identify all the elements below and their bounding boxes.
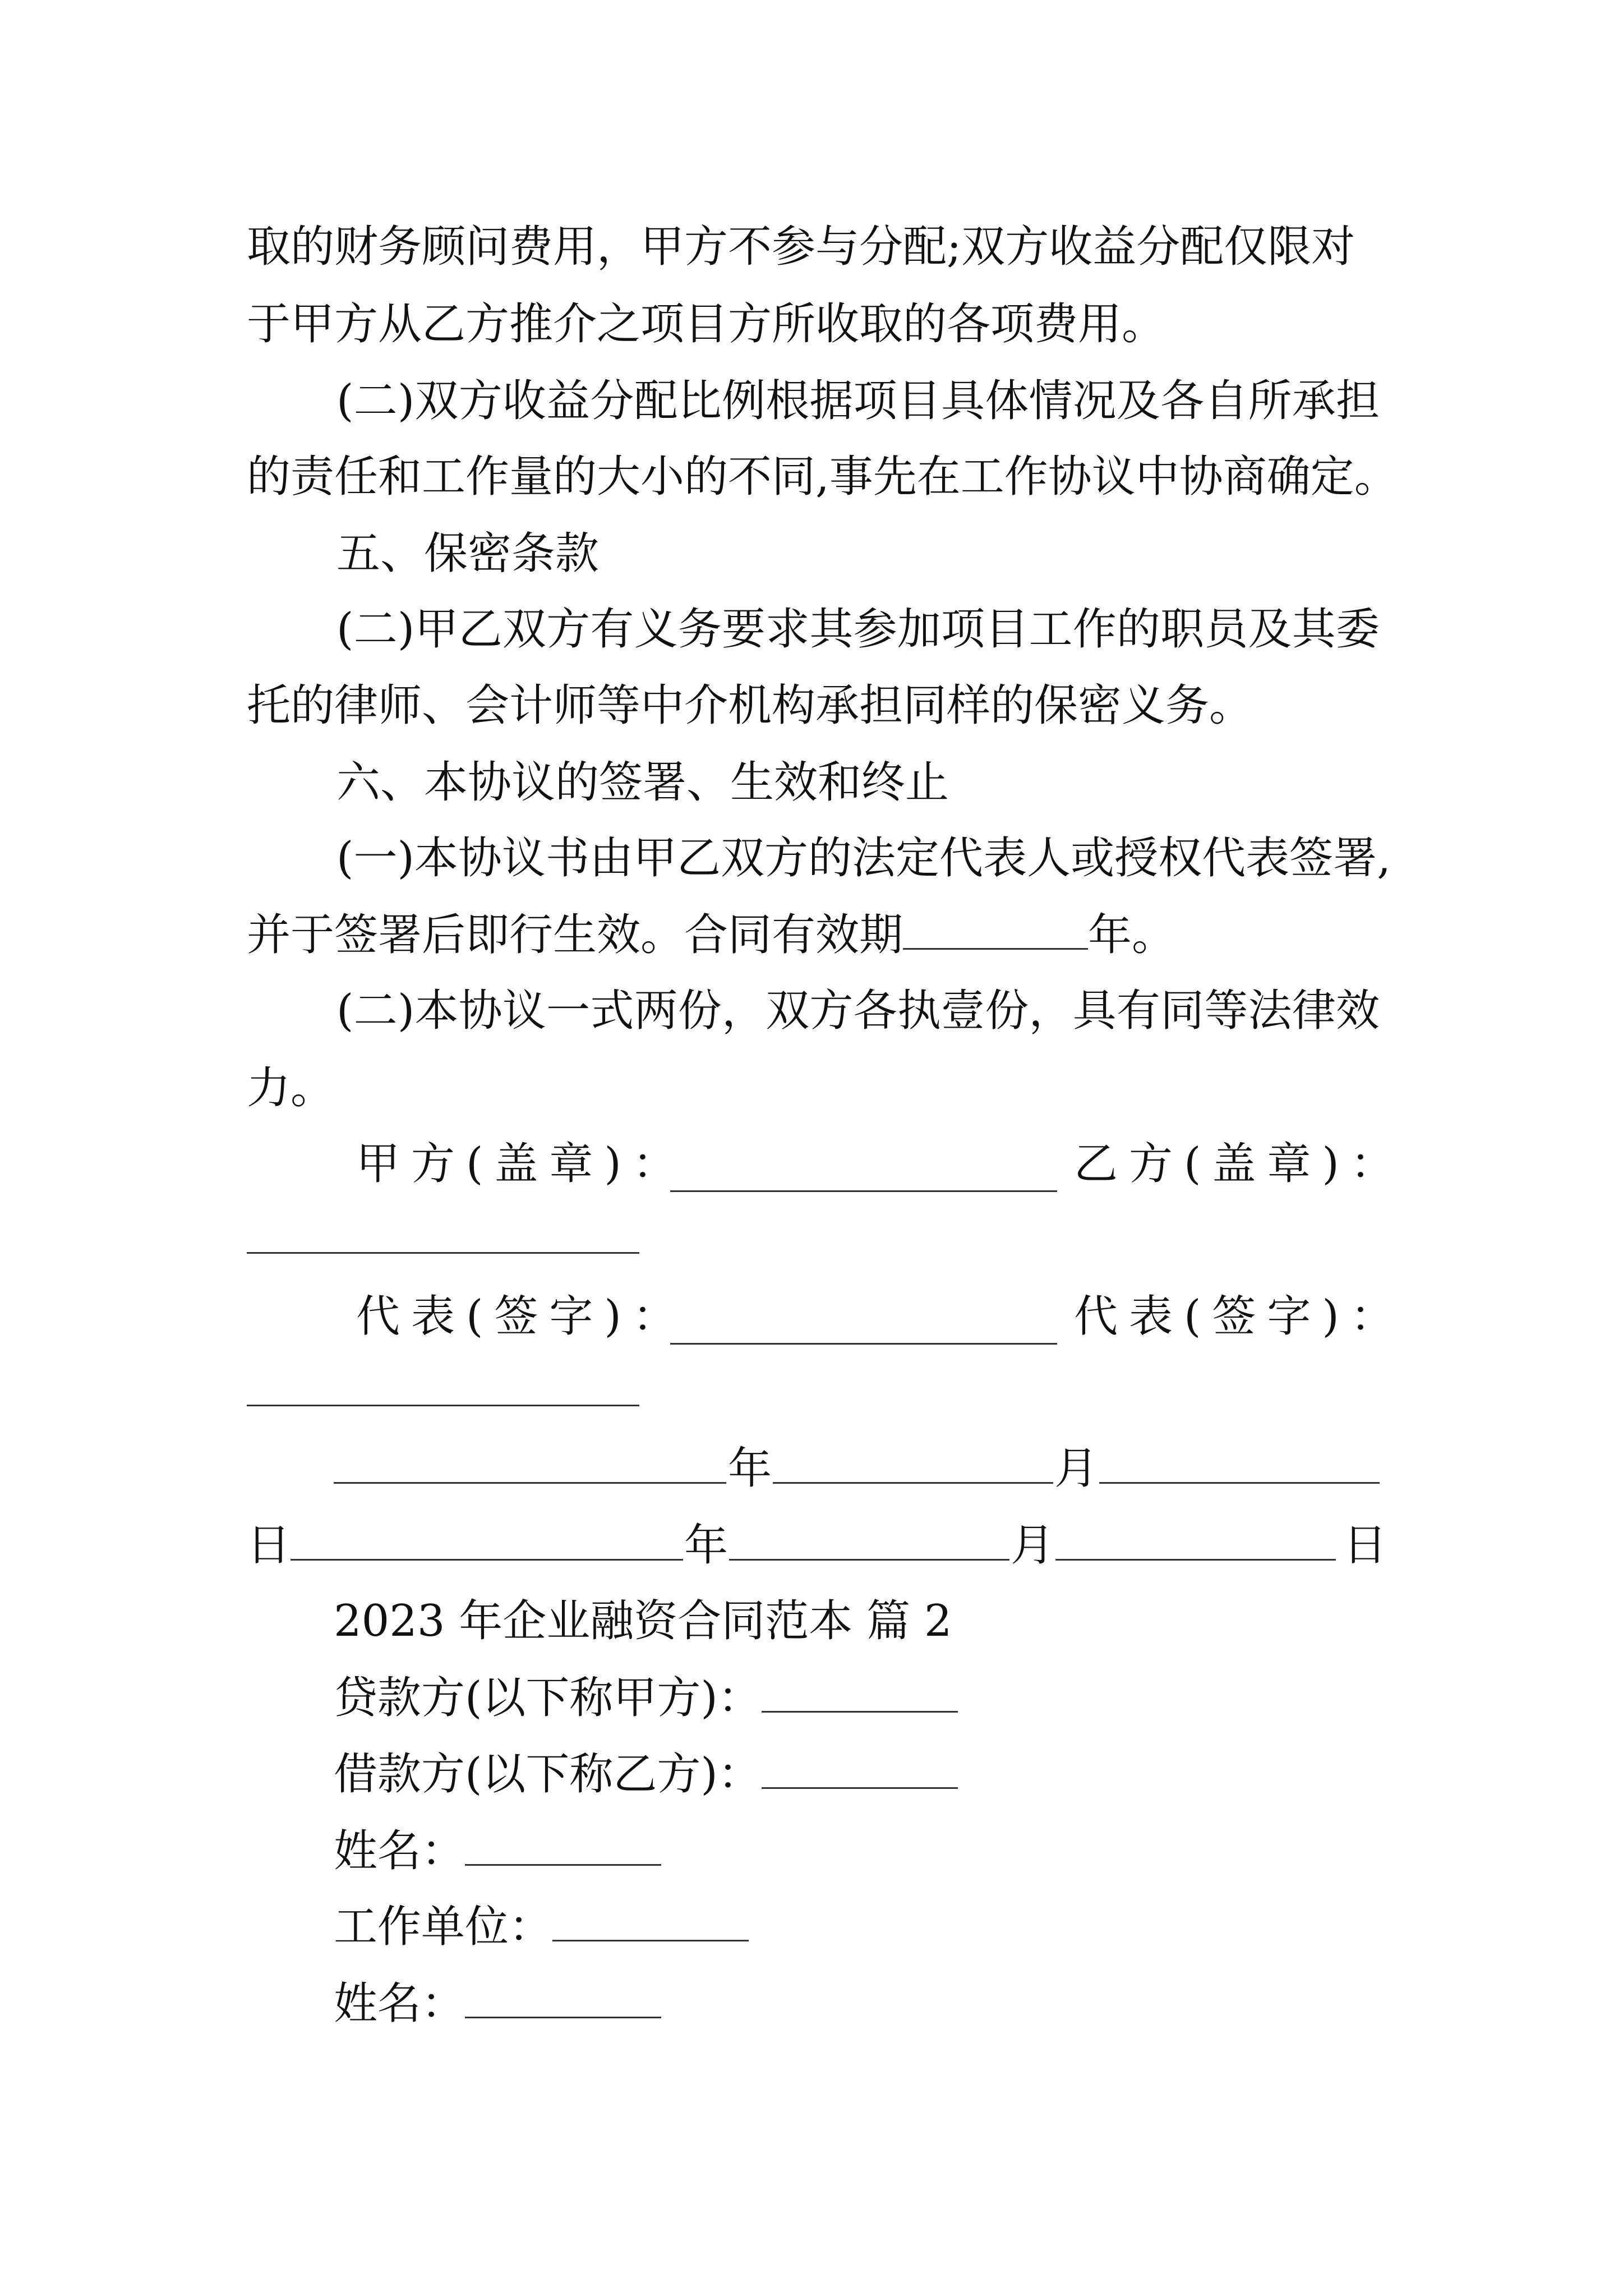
section2-title: 2023 年企业融资合同范本 篇 2 (334, 1596, 952, 1646)
party-a-seal-blank[interactable] (670, 1150, 1057, 1192)
rep-b-sign-blank[interactable] (247, 1364, 639, 1406)
paragraph-line (247, 219, 1380, 275)
paragraph-text: (二)甲乙双方有义务要求其参加项目工作的职员及其委 (336, 604, 1380, 655)
section-heading (336, 526, 599, 582)
paragraph-text: 取的财务顾问费用，甲方不参与分配;双方收益分配仅限对 (247, 222, 1355, 272)
date-a-year-blank[interactable] (334, 1442, 726, 1484)
paragraph-line (247, 1060, 334, 1116)
paragraph-text: 于甲方从乙方推介之项目方所收取的各项费用。 (247, 299, 1166, 349)
paragraph-line (247, 296, 1165, 352)
employer-blank[interactable] (552, 1899, 749, 1941)
section-heading (336, 754, 949, 811)
paragraph-text: 托的律师、会计师等中介机构承担同样的保密义务。 (247, 680, 1253, 731)
paragraph-line (336, 983, 1380, 1039)
paragraph-line (336, 830, 1391, 886)
paragraph-text: (二)双方收益分配比例根据项目具体情况及各自所承担 (336, 376, 1380, 426)
rep-a-sign-blank[interactable] (670, 1303, 1057, 1345)
party-b-seal-blank[interactable] (247, 1212, 639, 1254)
paragraph-text: (二)本协议一式两份，双方各执壹份，具有同等法律效 (336, 986, 1380, 1036)
day-label: 日 (1343, 1520, 1387, 1571)
month-label: 月 (1011, 1520, 1055, 1571)
section-heading-text: 六、本协议的签署、生效和终止 (336, 757, 949, 808)
section-heading-text: 五、保密条款 (336, 528, 600, 579)
name-blank[interactable] (465, 1824, 661, 1866)
party-b-seal-label: 乙方(盖章)： (1074, 1139, 1405, 1189)
borrower-blank[interactable] (762, 1747, 958, 1789)
date-a-month-blank[interactable] (773, 1442, 1053, 1484)
rep-b-sign-label: 代表(签字)： (1074, 1291, 1405, 1342)
paragraph-text: 力。 (247, 1063, 335, 1114)
paragraph-line (336, 373, 1380, 429)
paragraph-line (247, 907, 1175, 963)
date-b-day-blank[interactable] (1055, 1519, 1336, 1561)
name-blank[interactable] (465, 1976, 661, 2018)
paragraph-line (247, 449, 1398, 505)
paragraph-line (336, 601, 1380, 657)
validity-period-blank[interactable] (903, 908, 1088, 950)
date-a-day-blank[interactable] (1099, 1442, 1380, 1484)
paragraph-text: 的责任和工作量的大小的不同,事先在工作协议中协商确定。 (247, 452, 1398, 502)
year-label: 年 (684, 1520, 728, 1571)
date-b-year-blank[interactable] (291, 1519, 683, 1561)
party-a-seal-label: 甲方(盖章)： (356, 1139, 688, 1189)
year-label: 年 (728, 1443, 772, 1494)
month-label: 月 (1054, 1443, 1099, 1494)
borrower-field: 借款方(以下称乙方)： (334, 1746, 958, 1802)
paragraph-line (247, 678, 1253, 734)
employer-field: 工作单位： (334, 1899, 749, 1955)
paragraph-text: 并于签署后即行生效。合同有效期 (247, 910, 903, 960)
rep-a-sign-label: 代表(签字)： (356, 1291, 688, 1342)
lender-field: 贷款方(以下称甲方)： (334, 1670, 958, 1726)
name-field: 姓名： (334, 1976, 661, 2032)
paragraph-text: 年。 (1088, 910, 1176, 960)
name-field: 姓名： (334, 1823, 661, 1879)
day-label: 日 (247, 1520, 291, 1571)
lender-blank[interactable] (762, 1671, 958, 1713)
date-b-month-blank[interactable] (729, 1519, 1009, 1561)
paragraph-text: (一)本协议书由甲乙双方的法定代表人或授权代表签署, (336, 833, 1391, 884)
